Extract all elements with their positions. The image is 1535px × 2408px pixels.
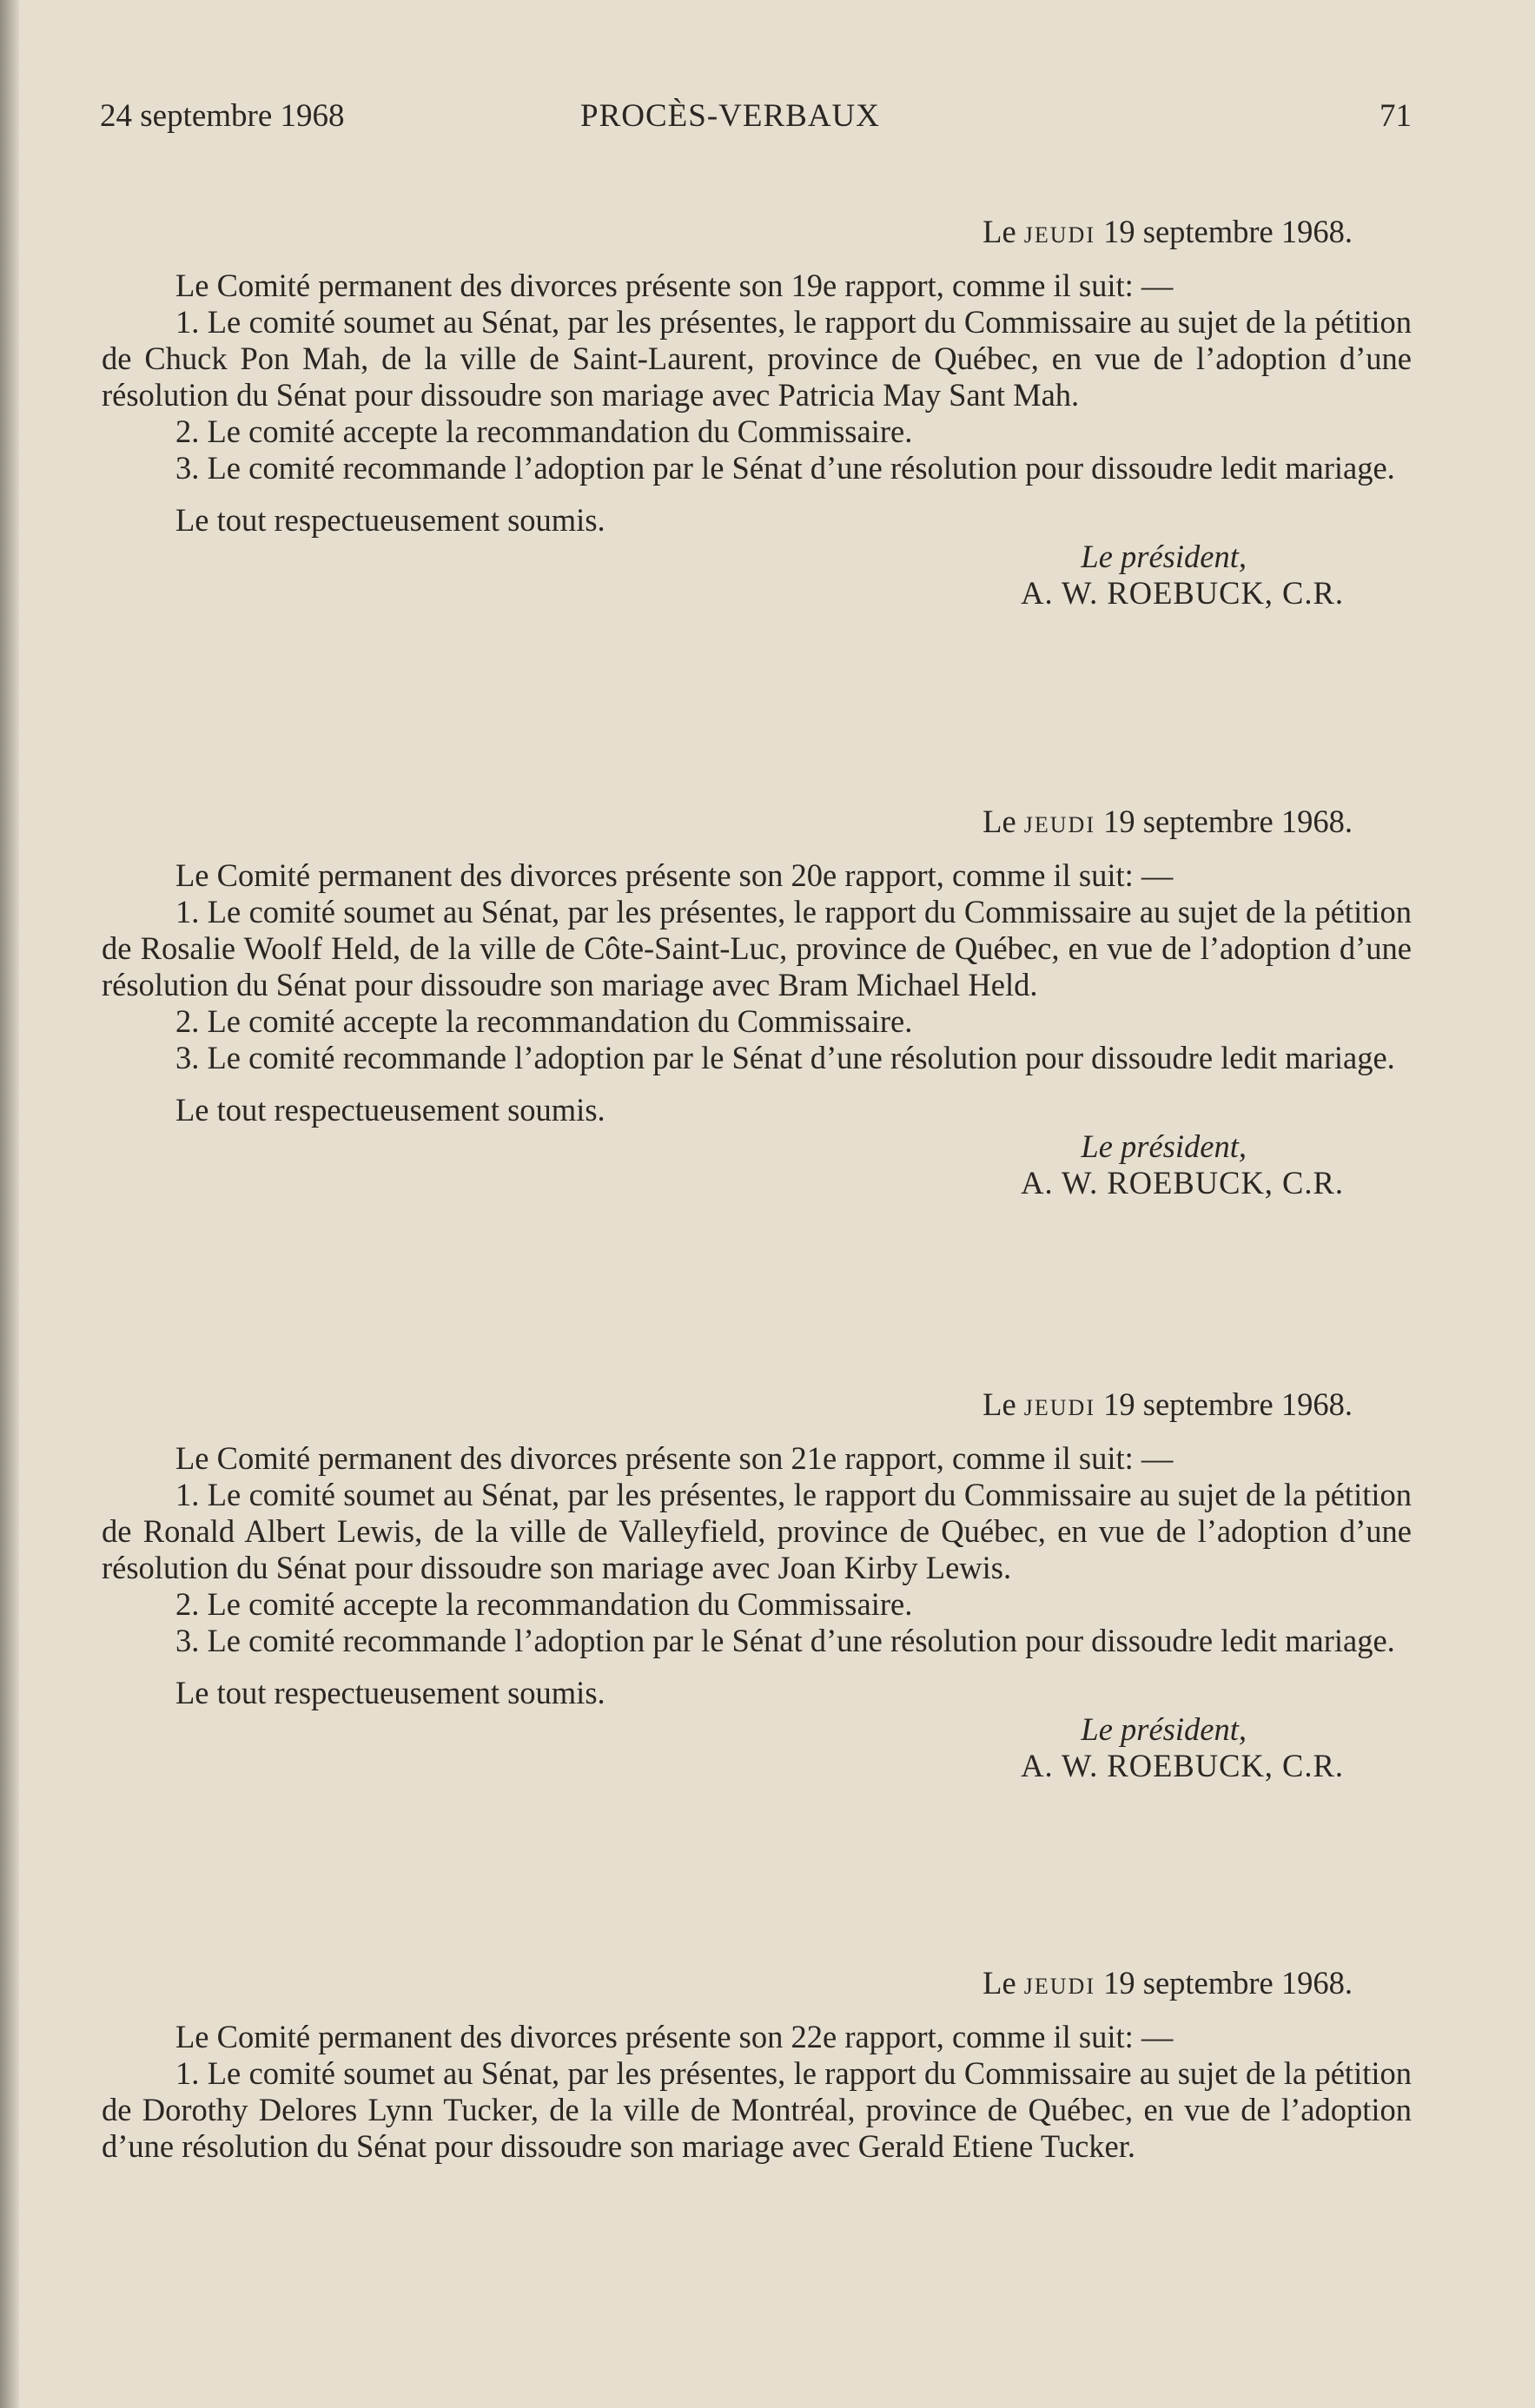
signature-name: A. W. ROEBUCK, C.R. [1021,1165,1344,1201]
date-weekday: jeudi [1023,804,1095,839]
report-item-1: 1. Le comité soumet au Sénat, par les présentes, le rapport du Commissaire au sujet de la pétition de Ronald Albert Lewis, de la ville de Valleyfield, province de Québec, en vue de l’adoption d’une résolution du Sénat pour dissoudre son mariage avec Joan Kirby Lewis. [102,1477,1412,1585]
report-intro: Le Comité permanent des divorces présente son 22e rapport, comme il suit: — [175,2019,1174,2054]
report-22 [102,1965,1412,2165]
report-item-2: 2. Le comité accepte la recommandation du Commissaire. [175,1586,913,1622]
report-item-1: 1. Le comité soumet au Sénat, par les présentes, le rapport du Commissaire au sujet de la pétition de Rosalie Woolf Held, de la ville de Côte-Saint-Luc, province de Québec, en vue de l’adoption d’une résolution du Sénat pour dissoudre son mariage avec Bram Michael Held. [102,894,1412,1002]
report-dateline [102,1386,1412,1423]
report-intro: Le Comité permanent des divorces présente son 21e rapport, comme il suit: — [175,1440,1174,1476]
report-dateline [102,804,1412,840]
date-suffix: 19 septembre 1968. [1103,1386,1353,1422]
header-title: PROCÈS-VERBAUX [580,98,880,134]
report-dateline [102,1965,1412,2001]
report-21 [102,1386,1412,1784]
signature-title: Le président, [1081,539,1247,574]
date-prefix: Le [983,804,1016,839]
date-weekday: jeudi [1023,1965,1095,2001]
running-header [100,97,1412,149]
report-closing: Le tout respectueusement soumis. [175,1092,605,1128]
report-item-3: 3. Le comité recommande l’adoption par le Sénat d’une résolution pour dissoudre ledit mariage. [175,450,1395,486]
report-20 [102,804,1412,1201]
report-dateline [102,214,1412,250]
report-19 [102,214,1412,612]
report-item-1: 1. Le comité soumet au Sénat, par les présentes, le rapport du Commissaire au sujet de la pétition de Dorothy Delores Lynn Tucker, de la ville de Montréal, province de Québec, en vue de l’adoption d’une résolution du Sénat pour dissoudre son mariage avec Gerald Etiene Tucker. [102,2055,1412,2164]
date-weekday: jeudi [1023,214,1095,249]
report-item-3: 3. Le comité recommande l’adoption par le Sénat d’une résolution pour dissoudre ledit mariage. [175,1623,1395,1658]
signature-name: A. W. ROEBUCK, C.R. [1021,1748,1344,1783]
page-number: 71 [1380,98,1412,134]
report-intro: Le Comité permanent des divorces présente son 20e rapport, comme il suit: — [175,857,1174,893]
header-date: 24 septembre 1968 [100,98,345,134]
date-prefix: Le [983,214,1016,249]
date-prefix: Le [983,1965,1016,2001]
date-suffix: 19 septembre 1968. [1103,1965,1353,2001]
report-item-2: 2. Le comité accepte la recommandation du Commissaire. [175,1003,913,1039]
report-closing: Le tout respectueusement soumis. [175,1675,605,1710]
date-weekday: jeudi [1023,1386,1095,1422]
report-intro: Le Comité permanent des divorces présente son 19e rapport, comme il suit: — [175,268,1174,303]
report-item-2: 2. Le comité accepte la recommandation du Commissaire. [175,413,913,449]
signature-name: A. W. ROEBUCK, C.R. [1021,575,1344,611]
signature-title: Le président, [1081,1128,1247,1164]
signature-title: Le président, [1081,1711,1247,1747]
report-item-3: 3. Le comité recommande l’adoption par le Sénat d’une résolution pour dissoudre ledit mariage. [175,1040,1395,1075]
date-suffix: 19 septembre 1968. [1103,214,1353,249]
report-closing: Le tout respectueusement soumis. [175,502,605,538]
date-suffix: 19 septembre 1968. [1103,804,1353,839]
date-prefix: Le [983,1386,1016,1422]
report-item-1: 1. Le comité soumet au Sénat, par les présentes, le rapport du Commissaire au sujet de la pétition de Chuck Pon Mah, de la ville de Saint-Laurent, province de Québec, en vue de l’adoption d’une résolution du Sénat pour dissoudre son mariage avec Patricia May Sant Mah. [102,304,1412,413]
